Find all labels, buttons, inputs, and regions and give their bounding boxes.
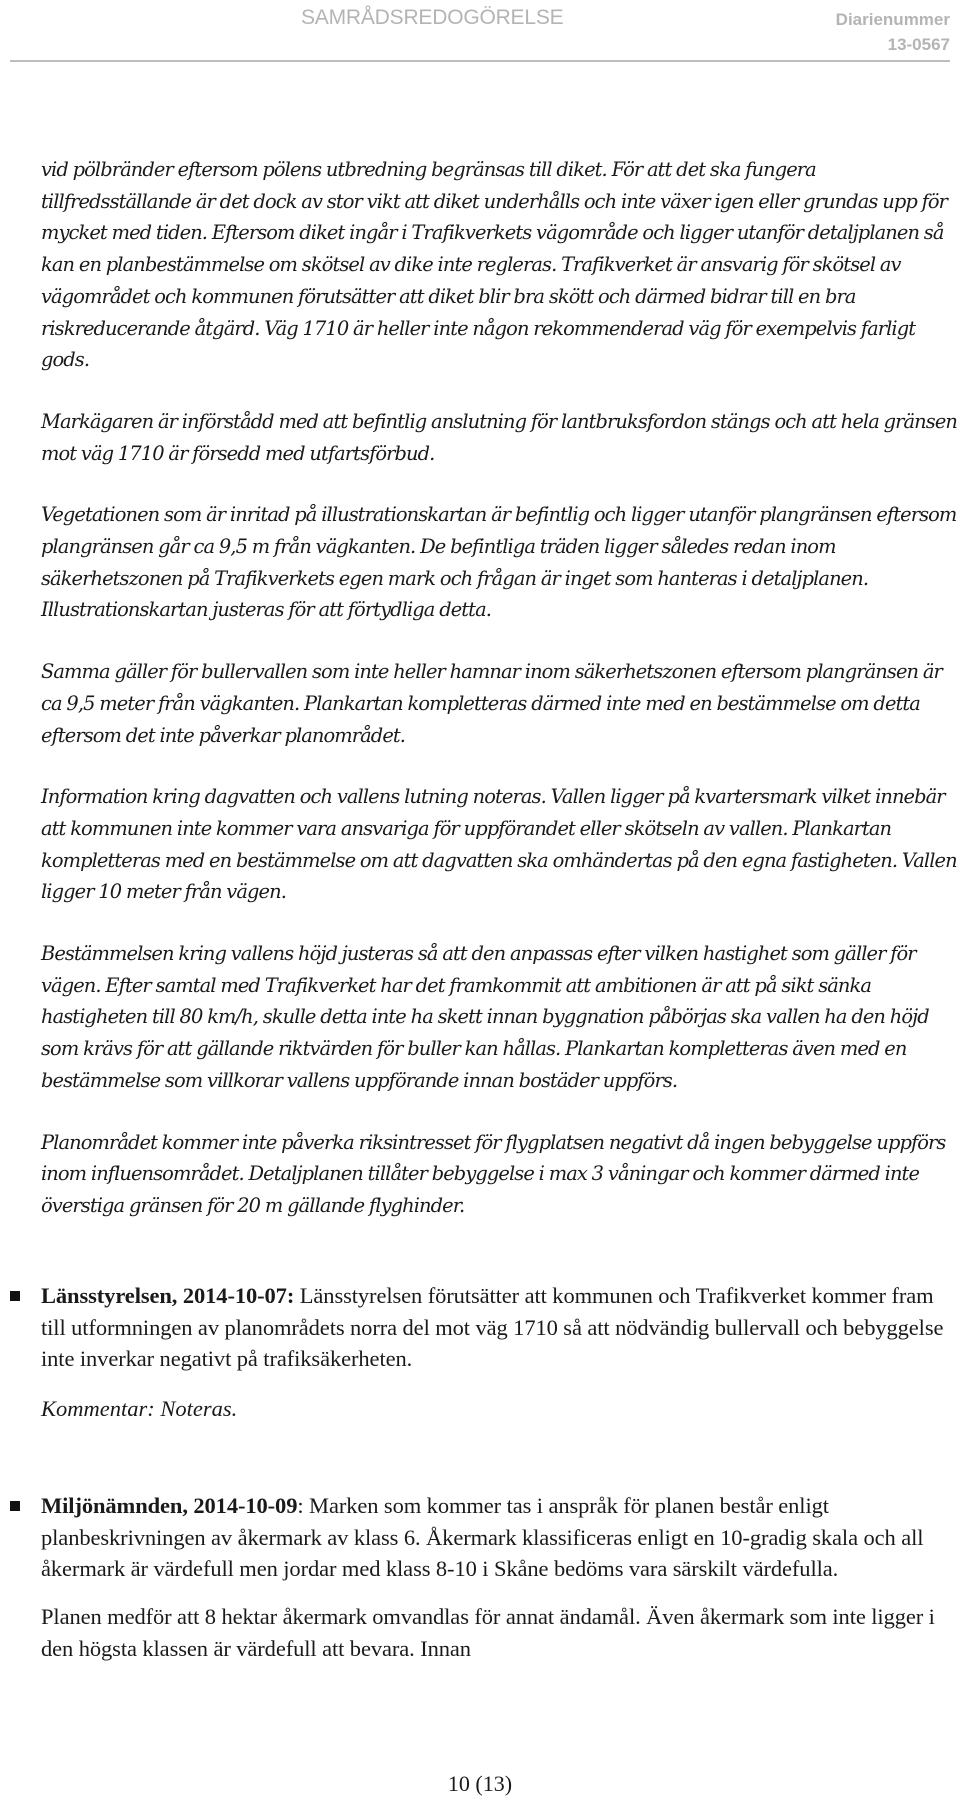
diary-number-value: 13-0567	[887, 35, 950, 54]
list-item	[10, 1280, 950, 1375]
list-item	[10, 1490, 950, 1585]
comment-response-section	[41, 154, 959, 1252]
miljonamnden-heading: Miljönämnden, 2014-10-09	[41, 1493, 298, 1518]
paragraph-access-closure: Markägaren är införstådd med att befintlig anslutning för lantbruksfordon stängs och att hela gränsen mot väg 1710 är försedd med utfartsförbud.	[41, 409, 957, 465]
header-divider	[10, 60, 950, 62]
lansstyrelsen-entry	[10, 1280, 950, 1425]
diary-number-label: Diarienummer	[835, 10, 950, 29]
lansstyrelsen-text: Länsstyrelsen förutsätter att kommunen och Trafikverket kommer fram till utformningen av planområdets norra del mot väg 1710 så att nödvändig bullervall och bebyggelse inte inverkar negativt på trafiksäkerheten.	[41, 1283, 944, 1372]
paragraph-stormwater: Information kring dagvatten och vallens lutning noteras. Vallen ligger på kvartersmark vilket innebär att kommunen inte kommer vara ansvariga för uppförandet eller skötseln av vallen. Plankartan kompletteras med en bestämmelse om att dagvatten ska omhändertas på den egna fastigheten. Vallen ligger 10 meter från vägen.	[41, 785, 957, 904]
paragraph-airport-interest: Planområdet kommer inte påverka riksintresset för flygplatsen negativt då ingen bebyggelse uppförs inom influensområdet. Detaljplanen tillåter bebyggelse i max 3 våningar och kommer därmed inte överstiga gränsen för 20 m gällande flyghinder.	[41, 1130, 946, 1217]
page-number: 10 (13)	[447, 1771, 513, 1796]
paragraph-noise-embankment: Samma gäller för bullervallen som inte heller hamnar inom säkerhetszonen eftersom plangränsen är ca 9,5 meter från vägkanten. Plankartan kompletteras därmed inte med en bestämmelse om detta eftersom det inte påverkar planområdet.	[41, 660, 942, 747]
miljonamnden-continuation: Planen medför att 8 hektar åkermark omvandlas för annat ändamål. Även åkermark som inte ligger i den högsta klassen är värdefull att bevara. Innan	[41, 1604, 935, 1661]
document-title: SAMRÅDSREDOGÖRELSE	[301, 6, 564, 29]
paragraph-embankment-height: Bestämmelsen kring vallens höjd justeras så att den anpassas efter vilken hastighet som gäller för vägen. Efter samtal med Trafikverket har det framkommit att ambitionen är att på sikt sänka hastigheten till 80 km/h, skulle detta inte ha skett innan byggnation påbörjas ska vallen ha den höjd som krävs för att gällande riktvärden för buller kan hållas. Plankartan kompletteras även med en bestämmelse som villkorar vallens uppförande innan bostäder uppförs.	[41, 942, 929, 1092]
bullet-square-icon	[10, 1501, 20, 1511]
miljonamnden-text: : Marken som kommer tas i anspråk för planen består enligt planbeskrivningen av åkermark av klass 6. Åkermark klassificeras enligt en 10-gradig skala och all åkermark är värdefull men jordar med klass 8-10 i Skåne bedöms vara särskilt värdefulla.	[41, 1493, 924, 1582]
miljonamnden-paragraph	[41, 1490, 950, 1585]
paragraph-ditch-maintenance: vid pölbränder eftersom pölens utbredning begränsas till diket. För att det ska fungera tillfredsställande är det dock av stor vikt att diket underhålls och inte växer igen eller grundas upp för mycket med tiden. Eftersom diket ingår i Trafikverkets vägområde och ligger utanför detaljplanen så kan en planbestämmelse om skötsel av dike inte regleras. Trafikverket är ansvarig för skötsel av vägområdet och kommunen förutsätter att diket blir bra skött och därmed bidrar till en bra riskreducerande åtgärd. Väg 1710 är heller inte någon rekommenderad väg för exempelvis farligt gods.	[41, 158, 948, 372]
paragraph-vegetation: Vegetationen som är inritad på illustrationskartan är befintlig och ligger utanför plangränsen eftersom plangränsen går ca 9,5 m från vägkanten. De befintliga träden ligger således redan inom säkerhetszonen på Trafikverkets egen mark och frågan är inget som hanteras i detaljplanen. Illustrationskartan justeras för att förtydliga detta.	[41, 503, 957, 622]
lansstyrelsen-heading: Länsstyrelsen, 2014-10-07:	[41, 1283, 295, 1308]
page-header	[0, 0, 960, 60]
lansstyrelsen-comment: Kommentar: Noteras.	[41, 1396, 238, 1422]
lansstyrelsen-paragraph	[41, 1280, 950, 1375]
miljonamnden-entry	[10, 1490, 950, 1665]
bullet-square-icon	[10, 1291, 20, 1301]
